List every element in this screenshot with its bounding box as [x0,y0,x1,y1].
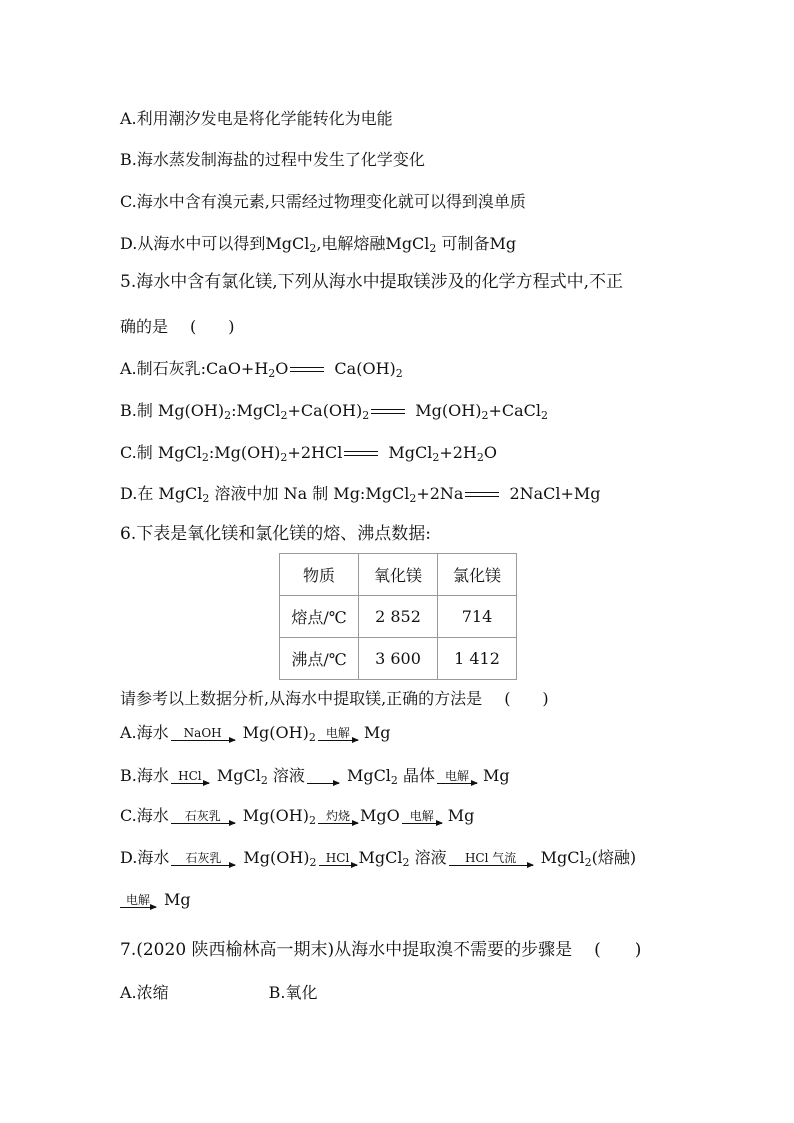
reaction-arrow: 石灰乳 [171,810,235,824]
table-header-cell: 氯化镁 [438,554,517,596]
q6-option-d-cont: 电解 Mg [120,889,191,911]
q6-option-c: C.海水 石灰乳 $Mg(OH)_2$ 灼烧 MgO 电解 Mg [120,806,475,827]
equals-sign [290,367,324,372]
q5-option-d: D.在 MgCl$_2$ 溶液中加 Na 制 Mg:MgCl$_2$+2Na 2NaCl+Mg [120,484,601,505]
q5-stem-line2: 确的是 ( ) [120,317,235,336]
equals-sign [344,451,378,456]
table-row [280,638,517,680]
equals-sign [371,409,405,414]
table-cell: 1 412 [438,638,517,680]
table-header-cell: 氧化镁 [359,554,438,596]
reaction-arrow: NaOH [171,727,235,741]
table-cell: 熔点/℃ [280,596,359,638]
reaction-arrow: 电解 [437,770,477,784]
reaction-arrow [307,770,339,784]
answer-blank: ( ) [594,940,642,960]
reaction-arrow: 电解 [402,810,442,824]
q7-stem: 7.(2020 陕西榆林高一期末)从海水中提取溴不需要的步骤是 ( ) [120,940,642,960]
table-cell: 2 852 [359,596,438,638]
q4-option-b: B.海水蒸发制海盐的过程中发生了化学变化 [120,150,425,169]
reaction-arrow: HCl [319,852,357,866]
table-header-cell: 物质 [280,554,359,596]
q6-stem: 6.下表是氧化镁和氯化镁的熔、沸点数据: [120,524,431,544]
reaction-arrow: 石灰乳 [171,852,235,866]
reaction-arrow: 电解 [318,727,358,741]
question-number: 6. [120,524,137,544]
question-number: 7. [120,940,137,960]
q6-option-b: B.海水 HCl MgCl$_2$ 溶液 MgCl$_2$ 晶体 电解 Mg [120,766,510,787]
table-cell: 沸点/℃ [280,638,359,680]
answer-blank: ( ) [504,689,549,708]
equals-sign [465,492,499,497]
melting-boiling-table [279,553,517,680]
q5-option-c: C.制 $MgCl_2:Mg(OH)_2+2HCl$ $MgCl_2+2H_2O$ [120,443,497,464]
question-number: 5. [120,272,137,292]
reaction-arrow: HCl 气流 [449,852,533,866]
table-row [280,596,517,638]
reaction-arrow: 灼烧 [318,810,358,824]
table-cell: 714 [438,596,517,638]
q5-option-b: B.制 $Mg(OH)_2:MgCl_2+Ca(OH)_2$ $Mg(OH)_2+CaCl_2$ [120,401,548,422]
q5-option-a: A.制石灰乳$:CaO+H_2O$ $Ca(OH)_2$ [120,359,403,380]
q4-option-a: A.利用潮汐发电是将化学能转化为电能 [120,109,393,128]
q6-option-d: D.海水 石灰乳 $Mg(OH)_2$ HCl MgCl$_2$ 溶液 HCl 气流 MgCl$_2$(熔融) [120,848,637,869]
reaction-arrow: HCl [171,770,209,784]
reaction-arrow: 电解 [120,894,156,908]
question-source: (2020 陕西榆林高一期末) [136,940,335,960]
q5-stem: 5.海水中含有氯化镁,下列从海水中提取镁涉及的化学方程式中,不正 [120,272,624,292]
q4-option-c: C.海水中含有溴元素,只需经过物理变化就可以得到溴单质 [120,192,526,211]
table-header-row [280,554,517,596]
q6-option-a: A.海水 NaOH $Mg(OH)_2$ 电解 Mg [120,723,391,744]
answer-blank: ( ) [190,317,235,336]
q6-question: 请参考以上数据分析,从海水中提取镁,正确的方法是 ( ) [120,689,549,708]
q4-option-d: D.从海水中可以得到MgCl$_2$,电解熔融MgCl$_2$ 可制备Mg [120,234,517,255]
table-cell: 3 600 [359,638,438,680]
q7-options: A.浓缩 B.氧化 [120,983,318,1002]
